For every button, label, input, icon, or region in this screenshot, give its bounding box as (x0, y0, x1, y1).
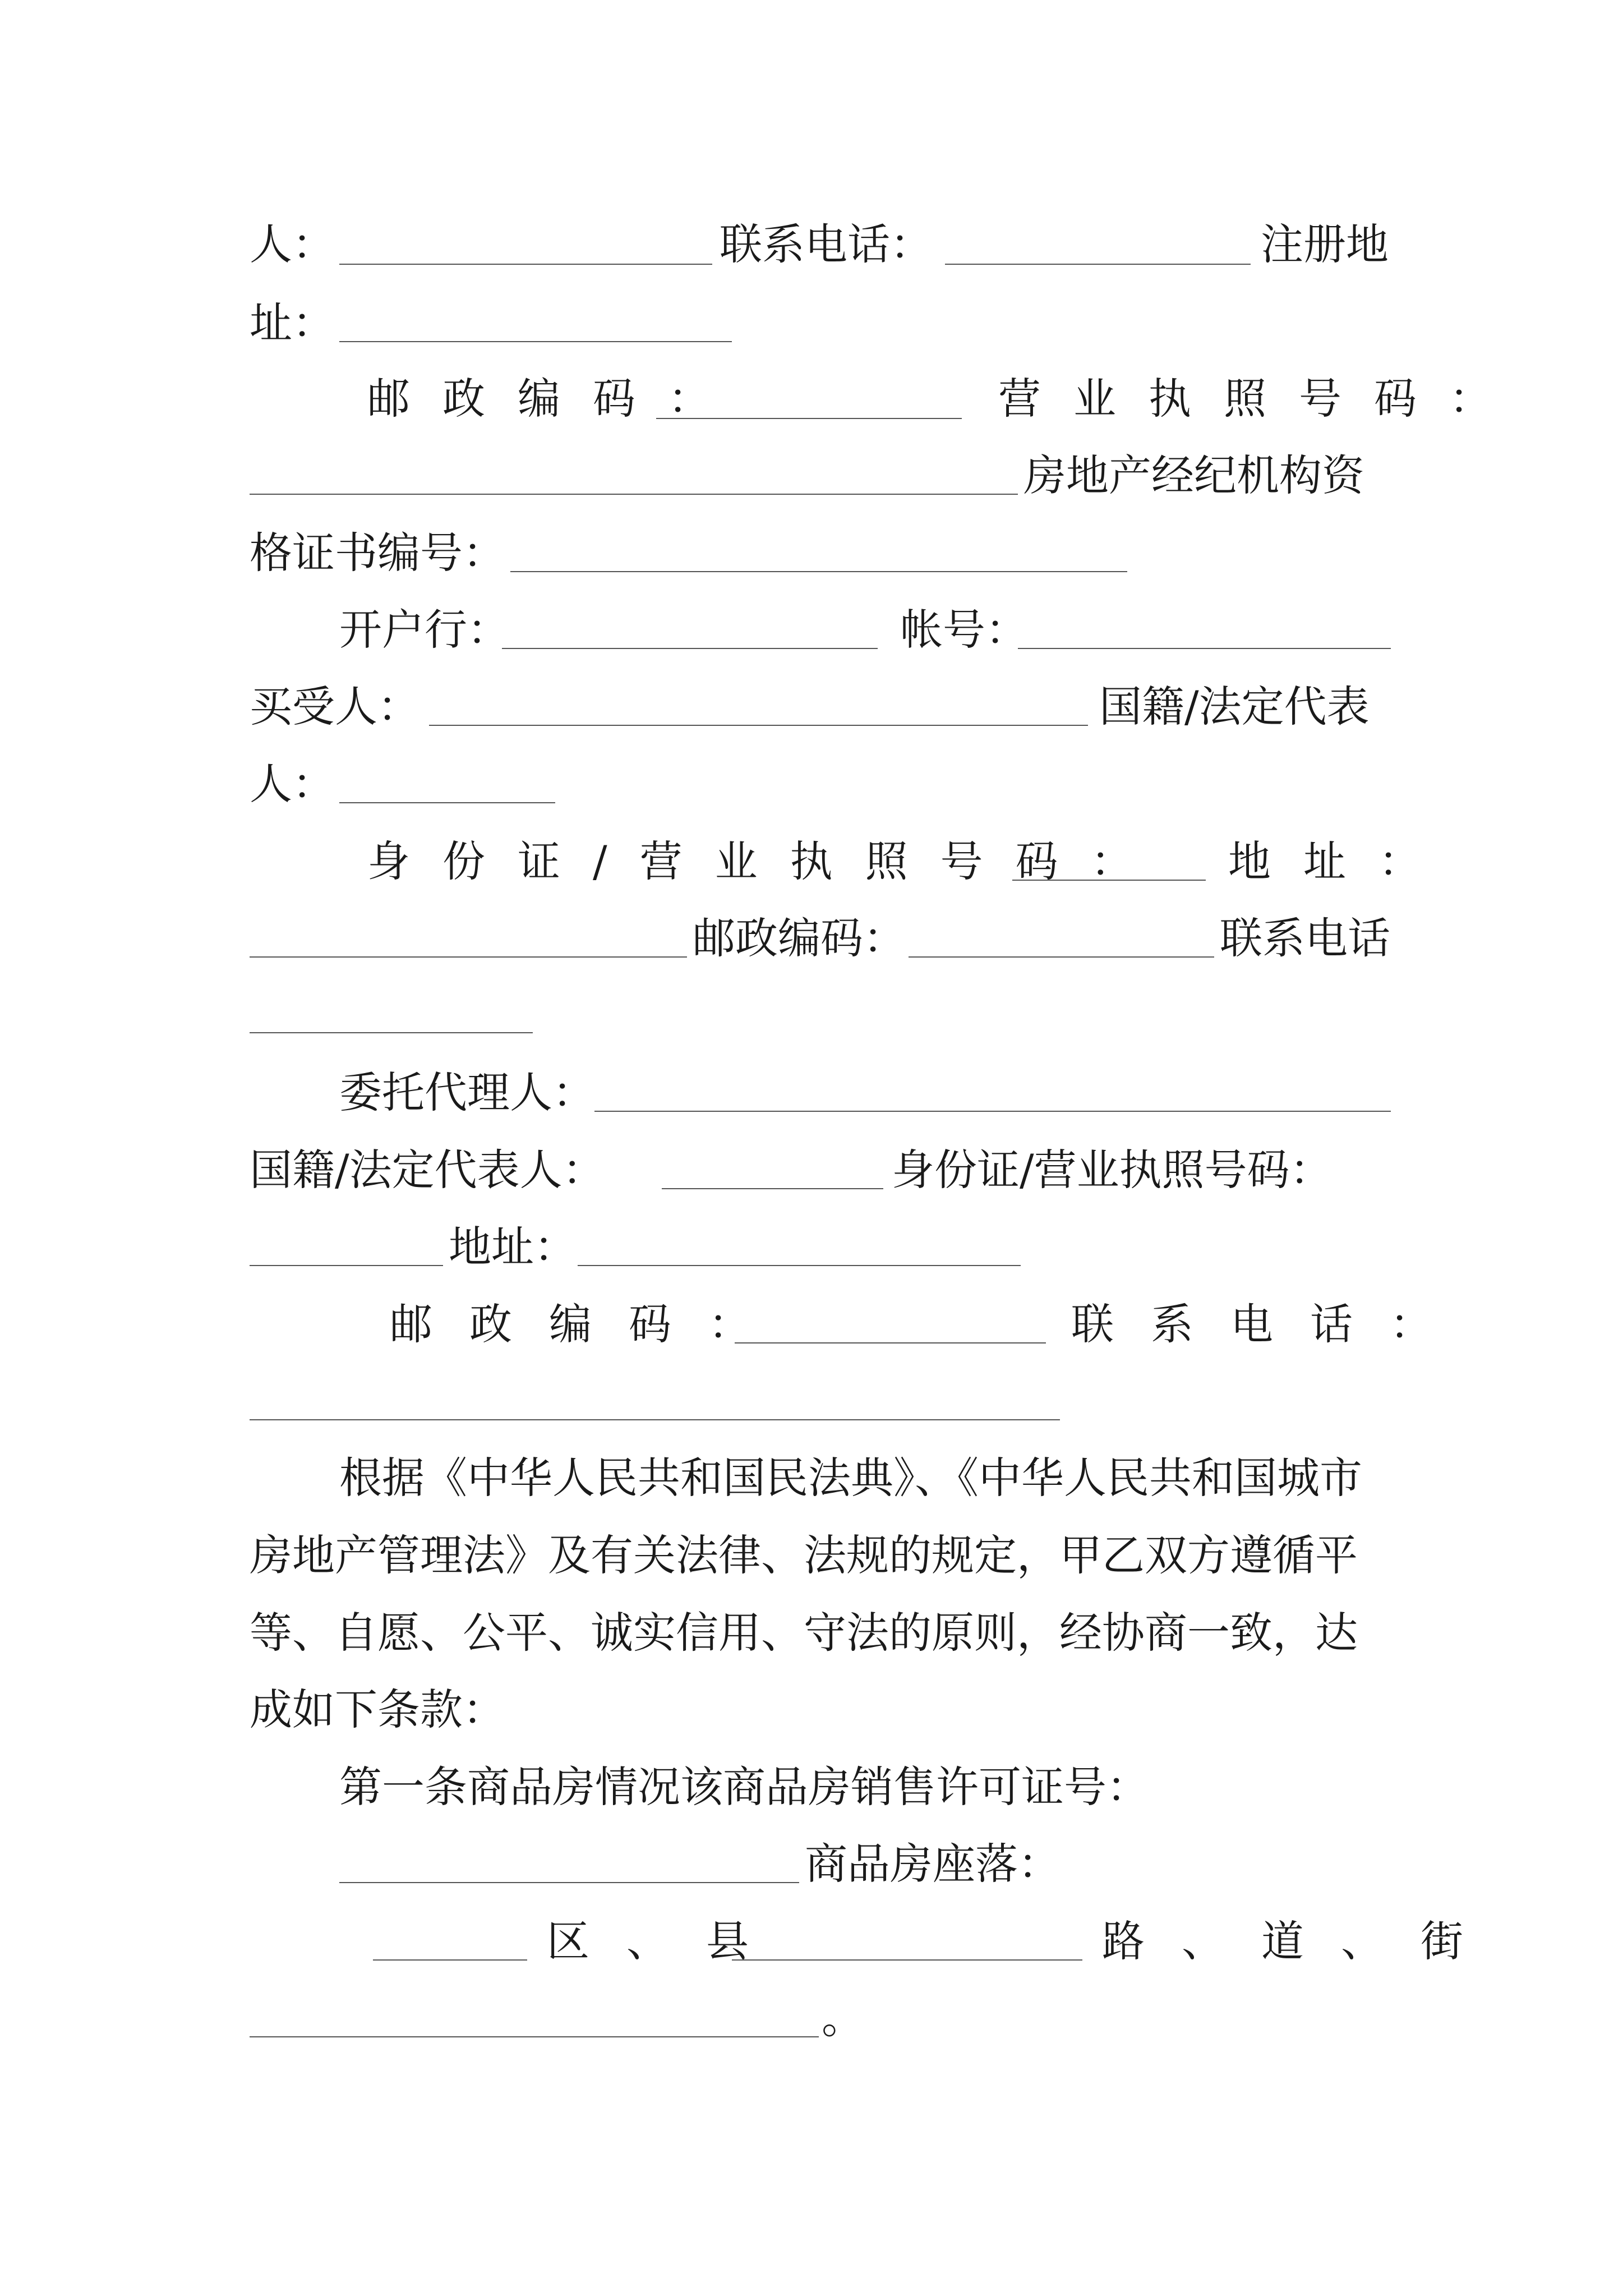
blank-field[interactable] (250, 2036, 819, 2037)
label-location: 商品房座落： (805, 1839, 1061, 1889)
label-phone: 联系电话： (1071, 1299, 1469, 1349)
blank-field[interactable] (732, 1959, 1082, 1961)
label-nationality-rep: 国籍/法定代表人： (250, 1145, 605, 1195)
label-agency-cert: 房地产经纪机构资 (1023, 450, 1364, 500)
blank-field[interactable] (945, 264, 1251, 265)
paragraph-line: 等、自愿、公平、诚实信用、守法的原则，经协商一致，达 (250, 1608, 1358, 1658)
label-id-license: 身份证/营业执照号码： (367, 836, 1166, 886)
blank-field[interactable] (250, 956, 687, 958)
end-period: 。 (822, 1993, 864, 2043)
label-cert-number: 格证书编号： (250, 528, 505, 578)
label-address: 地址： (1228, 836, 1454, 886)
label-address-cont: 址： (250, 298, 335, 348)
label-postcode: 邮政编码： (367, 374, 743, 424)
blank-field[interactable] (250, 1032, 533, 1033)
label-id-license: 身份证/营业执照号码： (892, 1145, 1332, 1195)
blank-field[interactable] (1018, 648, 1391, 649)
blank-field[interactable] (339, 264, 712, 265)
label-road: 路、道、街 (1102, 1916, 1500, 1966)
blank-field[interactable] (656, 418, 962, 419)
label-person-cont: 人： (250, 759, 335, 809)
blank-field[interactable] (578, 1265, 1021, 1266)
paragraph-line: 成如下条款： (250, 1685, 505, 1734)
paragraph-line: 房地产管理法》及有关法律、法规的规定，甲乙双方遵循平 (250, 1530, 1358, 1580)
blank-field[interactable] (502, 648, 878, 649)
label-registered-address: 注册地 (1261, 219, 1389, 269)
blank-field[interactable] (909, 956, 1214, 958)
label-postcode: 邮政编码： (693, 913, 906, 963)
blank-field[interactable] (339, 341, 732, 342)
label-address: 地址： (449, 1222, 577, 1272)
label-nationality: 国籍/法定代表 (1099, 682, 1370, 731)
blank-field[interactable] (1012, 880, 1206, 881)
label-business-license: 营业执照号码： (998, 374, 1524, 424)
label-agent: 委托代理人： (339, 1068, 595, 1117)
label-district: 区、县 (547, 1916, 786, 1966)
blank-field[interactable] (339, 802, 555, 803)
blank-field[interactable] (250, 1265, 443, 1266)
label-phone: 联系电话 (1220, 913, 1390, 963)
paragraph-line: 根据《中华人民共和国民法典》、《中华人民共和国城市 (339, 1453, 1362, 1503)
blank-field[interactable] (594, 1111, 1391, 1112)
label-postcode: 邮政编码： (390, 1299, 788, 1349)
label-phone: 联系电话： (720, 219, 933, 269)
label-account: 帐号： (900, 605, 1028, 655)
blank-field[interactable] (662, 1188, 883, 1189)
blank-field[interactable] (250, 1419, 1060, 1420)
label-buyer: 买受人： (250, 682, 420, 731)
blank-field[interactable] (510, 571, 1127, 572)
blank-field[interactable] (250, 494, 1018, 495)
label-bank: 开户行： (339, 605, 510, 655)
blank-field[interactable] (735, 1342, 1046, 1343)
blank-field[interactable] (373, 1959, 527, 1961)
article-heading: 第一条商品房情况该商品房销售许可证号： (339, 1762, 1149, 1812)
label-person: 人： (250, 219, 335, 269)
blank-field[interactable] (429, 725, 1088, 726)
blank-field[interactable] (339, 1882, 799, 1883)
